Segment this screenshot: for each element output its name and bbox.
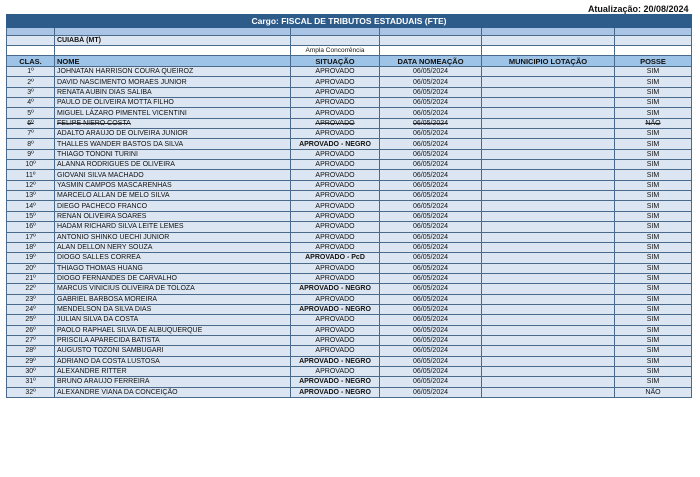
cell-situacao: APROVADO - NEGRO	[291, 356, 380, 366]
cell-municipio-lotacao	[482, 284, 615, 294]
table-row	[7, 191, 692, 201]
cell-situacao: APROVADO	[291, 118, 380, 128]
cell-data-nomeacao: 06/05/2024	[380, 211, 482, 221]
cell-municipio-lotacao	[482, 346, 615, 356]
cell-posse: SIM	[615, 315, 692, 325]
cell-municipio-lotacao	[482, 118, 615, 128]
cell-clas: 8º	[7, 139, 55, 149]
table-row	[7, 315, 692, 325]
cell-nome: ALANNA RODRIGUES DE OLIVEIRA	[55, 160, 291, 170]
table-row	[7, 180, 692, 190]
cell-data-nomeacao: 06/05/2024	[380, 387, 482, 397]
cell-situacao: APROVADO	[291, 263, 380, 273]
col-header-posse: POSSE	[615, 56, 692, 67]
cell-municipio-lotacao	[482, 273, 615, 283]
cell-data-nomeacao: 06/05/2024	[380, 170, 482, 180]
cell-nome: YASMIN CAMPOS MASCARENHAS	[55, 180, 291, 190]
table-row	[7, 160, 692, 170]
table-row	[7, 201, 692, 211]
ampla-concorrencia-label: Ampla Concorrência	[291, 46, 380, 56]
col-header-data-nomeacao: DATA NOMEAÇÃO	[380, 56, 482, 67]
cell-data-nomeacao: 06/05/2024	[380, 160, 482, 170]
cell-clas: 5º	[7, 108, 55, 118]
cell-municipio-lotacao	[482, 304, 615, 314]
cell-data-nomeacao: 06/05/2024	[380, 294, 482, 304]
cell-nome: MARCELO ALLAN DE MELO SILVA	[55, 191, 291, 201]
cell-municipio-lotacao	[482, 335, 615, 345]
cell-clas: 23º	[7, 294, 55, 304]
cell-clas: 24º	[7, 304, 55, 314]
table-row	[7, 222, 692, 232]
cell-posse: SIM	[615, 356, 692, 366]
cell-situacao: APROVADO	[291, 273, 380, 283]
cell-clas: 32º	[7, 387, 55, 397]
cell-posse: SIM	[615, 242, 692, 252]
cell-data-nomeacao: 06/05/2024	[380, 222, 482, 232]
cell-data-nomeacao: 06/05/2024	[380, 118, 482, 128]
col-header-clas: CLAS.	[7, 56, 55, 67]
cell-municipio-lotacao	[482, 160, 615, 170]
cell-clas: 31º	[7, 377, 55, 387]
cell-situacao: APROVADO	[291, 346, 380, 356]
cell-clas: 16º	[7, 222, 55, 232]
cell-municipio-lotacao	[482, 263, 615, 273]
table-row	[7, 129, 692, 139]
cell-posse: SIM	[615, 201, 692, 211]
cell-data-nomeacao: 06/05/2024	[380, 284, 482, 294]
spacer-row	[7, 28, 692, 36]
cell-clas: 30º	[7, 366, 55, 376]
cell-data-nomeacao: 06/05/2024	[380, 98, 482, 108]
cell-situacao: APROVADO	[291, 201, 380, 211]
cell-posse: SIM	[615, 191, 692, 201]
cell-posse: SIM	[615, 232, 692, 242]
table-row	[7, 377, 692, 387]
cell-municipio-lotacao	[482, 180, 615, 190]
cell-municipio-lotacao	[482, 253, 615, 263]
cell-clas: 19º	[7, 253, 55, 263]
cell-nome: HADAM RICHARD SILVA LEITE LEMES	[55, 222, 291, 232]
cell-situacao: APROVADO	[291, 108, 380, 118]
cell-data-nomeacao: 06/05/2024	[380, 315, 482, 325]
table-row	[7, 325, 692, 335]
cell-data-nomeacao: 06/05/2024	[380, 304, 482, 314]
cell-clas: 1º	[7, 67, 55, 77]
cell-nome: RENATA AUBIN DIAS SALIBA	[55, 87, 291, 97]
cell-data-nomeacao: 06/05/2024	[380, 346, 482, 356]
cell-clas: 7º	[7, 129, 55, 139]
cell-nome: PAOLO RAPHAEL SILVA DE ALBUQUERQUE	[55, 325, 291, 335]
cell-clas: 20º	[7, 263, 55, 273]
cell-posse: SIM	[615, 139, 692, 149]
cell-situacao: APROVADO	[291, 191, 380, 201]
cell-nome: THALLES WANDER BASTOS DA SILVA	[55, 139, 291, 149]
cell-nome: ADRIANO DA COSTA LUSTOSA	[55, 356, 291, 366]
cell-nome: ANTONIO SHINKO UECHI JUNIOR	[55, 232, 291, 242]
cell-situacao: APROVADO	[291, 98, 380, 108]
cell-municipio-lotacao	[482, 325, 615, 335]
cell-municipio-lotacao	[482, 87, 615, 97]
cell-municipio-lotacao	[482, 129, 615, 139]
cell-clas: 13º	[7, 191, 55, 201]
cell-clas: 3º	[7, 87, 55, 97]
cell-posse: SIM	[615, 284, 692, 294]
city-row	[7, 36, 692, 46]
cell-clas: 21º	[7, 273, 55, 283]
cell-nome: FELIPE NIERO COSTA	[55, 118, 291, 128]
cell-clas: 27º	[7, 335, 55, 345]
subheader-row	[7, 46, 692, 56]
cell-municipio-lotacao	[482, 294, 615, 304]
cell-data-nomeacao: 06/05/2024	[380, 335, 482, 345]
cell-municipio-lotacao	[482, 170, 615, 180]
cell-situacao: APROVADO	[291, 366, 380, 376]
cell-situacao: APROVADO	[291, 149, 380, 159]
cell-data-nomeacao: 06/05/2024	[380, 242, 482, 252]
table-row	[7, 149, 692, 159]
cell-nome: GABRIEL BARBOSA MOREIRA	[55, 294, 291, 304]
cell-clas: 2º	[7, 77, 55, 87]
cell-posse: SIM	[615, 87, 692, 97]
cell-data-nomeacao: 06/05/2024	[380, 180, 482, 190]
cell-situacao: APROVADO	[291, 325, 380, 335]
table-row	[7, 335, 692, 345]
city-name: CUIABÁ (MT)	[55, 36, 291, 46]
cell-clas: 10º	[7, 160, 55, 170]
cell-data-nomeacao: 06/05/2024	[380, 201, 482, 211]
cell-nome: ALAN DELLON NERY SOUZA	[55, 242, 291, 252]
cell-posse: SIM	[615, 160, 692, 170]
cell-posse: SIM	[615, 67, 692, 77]
cell-posse: SIM	[615, 108, 692, 118]
cell-clas: 18º	[7, 242, 55, 252]
cell-data-nomeacao: 06/05/2024	[380, 273, 482, 283]
table-row	[7, 253, 692, 263]
cell-posse: SIM	[615, 129, 692, 139]
cell-situacao: APROVADO	[291, 211, 380, 221]
update-row	[7, 4, 692, 15]
cell-clas: 29º	[7, 356, 55, 366]
cell-municipio-lotacao	[482, 387, 615, 397]
table-row	[7, 211, 692, 221]
table-row	[7, 304, 692, 314]
cell-posse: SIM	[615, 325, 692, 335]
cell-situacao: APROVADO	[291, 335, 380, 345]
cell-municipio-lotacao	[482, 149, 615, 159]
cell-posse: SIM	[615, 77, 692, 87]
cell-posse: NÃO	[615, 387, 692, 397]
table-row	[7, 284, 692, 294]
col-header-nome: NOME	[55, 56, 291, 67]
cell-posse: SIM	[615, 211, 692, 221]
cell-situacao: APROVADO	[291, 77, 380, 87]
cell-data-nomeacao: 06/05/2024	[380, 129, 482, 139]
table-row	[7, 356, 692, 366]
cell-situacao: APROVADO - PcD	[291, 253, 380, 263]
cell-clas: 4º	[7, 98, 55, 108]
table-row	[7, 118, 692, 128]
cell-data-nomeacao: 06/05/2024	[380, 366, 482, 376]
cell-data-nomeacao: 06/05/2024	[380, 77, 482, 87]
cell-clas: 25º	[7, 315, 55, 325]
table-row	[7, 242, 692, 252]
table-row	[7, 232, 692, 242]
cell-data-nomeacao: 06/05/2024	[380, 87, 482, 97]
cell-posse: SIM	[615, 170, 692, 180]
cell-situacao: APROVADO - NEGRO	[291, 139, 380, 149]
cell-posse: SIM	[615, 149, 692, 159]
results-table	[6, 4, 692, 398]
cell-nome: PRISCILA APARECIDA BATISTA	[55, 335, 291, 345]
cell-posse: SIM	[615, 335, 692, 345]
cell-nome: RENAN OLIVEIRA SOARES	[55, 211, 291, 221]
title-row	[7, 15, 692, 28]
cell-clas: 12º	[7, 180, 55, 190]
cell-municipio-lotacao	[482, 211, 615, 221]
cell-situacao: APROVADO	[291, 180, 380, 190]
cell-situacao: APROVADO	[291, 232, 380, 242]
table-row	[7, 263, 692, 273]
cell-situacao: APROVADO	[291, 222, 380, 232]
table-row	[7, 346, 692, 356]
cell-clas: 6º	[7, 118, 55, 128]
cell-posse: SIM	[615, 222, 692, 232]
cell-municipio-lotacao	[482, 108, 615, 118]
cell-data-nomeacao: 06/05/2024	[380, 108, 482, 118]
cell-posse: SIM	[615, 294, 692, 304]
cell-clas: 15º	[7, 211, 55, 221]
cell-clas: 28º	[7, 346, 55, 356]
cell-data-nomeacao: 06/05/2024	[380, 232, 482, 242]
cell-data-nomeacao: 06/05/2024	[380, 149, 482, 159]
cell-data-nomeacao: 06/05/2024	[380, 253, 482, 263]
table-row	[7, 366, 692, 376]
cell-nome: DIOGO FERNANDES DE CARVALHO	[55, 273, 291, 283]
cell-municipio-lotacao	[482, 191, 615, 201]
table-row	[7, 87, 692, 97]
cell-clas: 26º	[7, 325, 55, 335]
cell-nome: PAULO DE OLIVEIRA MOTTA FILHO	[55, 98, 291, 108]
cell-municipio-lotacao	[482, 356, 615, 366]
table-row	[7, 387, 692, 397]
cell-municipio-lotacao	[482, 242, 615, 252]
cell-nome: THIAGO THOMAS HUANG	[55, 263, 291, 273]
cell-clas: 11º	[7, 170, 55, 180]
cell-nome: MIGUEL LÁZARO PIMENTEL VICENTINI	[55, 108, 291, 118]
cell-nome: MARCUS VINICIUS OLIVEIRA DE TOLOZA	[55, 284, 291, 294]
cell-municipio-lotacao	[482, 67, 615, 77]
cell-nome: AUGUSTO TOZONI SAMBUGARI	[55, 346, 291, 356]
table-row	[7, 98, 692, 108]
cell-clas: 17º	[7, 232, 55, 242]
cell-clas: 9º	[7, 149, 55, 159]
cell-posse: SIM	[615, 263, 692, 273]
cell-situacao: APROVADO	[291, 87, 380, 97]
spreadsheet	[6, 4, 691, 398]
cell-municipio-lotacao	[482, 139, 615, 149]
cell-nome: ALEXANDRE RITTER	[55, 366, 291, 376]
cell-municipio-lotacao	[482, 98, 615, 108]
cell-nome: DAVID NASCIMENTO MORAES JUNIOR	[55, 77, 291, 87]
cell-posse: SIM	[615, 346, 692, 356]
cell-nome: THIAGO TONONI TURINI	[55, 149, 291, 159]
cell-situacao: APROVADO	[291, 294, 380, 304]
cell-situacao: APROVADO	[291, 315, 380, 325]
cell-posse: SIM	[615, 377, 692, 387]
cell-data-nomeacao: 06/05/2024	[380, 377, 482, 387]
cell-municipio-lotacao	[482, 366, 615, 376]
table-row	[7, 273, 692, 283]
cell-situacao: APROVADO	[291, 67, 380, 77]
cell-municipio-lotacao	[482, 77, 615, 87]
cell-municipio-lotacao	[482, 377, 615, 387]
cell-clas: 22º	[7, 284, 55, 294]
cell-data-nomeacao: 06/05/2024	[380, 325, 482, 335]
cell-nome: BRUNO ARAUJO FERREIRA	[55, 377, 291, 387]
col-header-situacao: SITUAÇÃO	[291, 56, 380, 67]
cell-posse: SIM	[615, 273, 692, 283]
cell-data-nomeacao: 06/05/2024	[380, 139, 482, 149]
cell-nome: ADALTO ARAÚJO DE OLIVEIRA JUNIOR	[55, 129, 291, 139]
cell-situacao: APROVADO - NEGRO	[291, 284, 380, 294]
cell-nome: JOHNATAN HARRISON COURA QUEIROZ	[55, 67, 291, 77]
cell-data-nomeacao: 06/05/2024	[380, 67, 482, 77]
cell-nome: MENDELSON DA SILVA DIAS	[55, 304, 291, 314]
cell-posse: SIM	[615, 366, 692, 376]
table-row	[7, 294, 692, 304]
table-row	[7, 77, 692, 87]
cell-situacao: APROVADO	[291, 242, 380, 252]
cell-municipio-lotacao	[482, 315, 615, 325]
cell-nome: ALEXANDRE VIANA DA CONCEIÇÃO	[55, 387, 291, 397]
cell-municipio-lotacao	[482, 232, 615, 242]
table-row	[7, 170, 692, 180]
cell-nome: JULIAN SILVA DA COSTA	[55, 315, 291, 325]
column-header-row	[7, 56, 692, 67]
cell-situacao: APROVADO - NEGRO	[291, 377, 380, 387]
cell-nome: DIOGO SALLES CORREA	[55, 253, 291, 263]
cell-posse: SIM	[615, 253, 692, 263]
cell-nome: GIOVANI SILVA MACHADO	[55, 170, 291, 180]
update-label: Atualização: 20/08/2024	[587, 4, 689, 14]
cell-situacao: APROVADO	[291, 160, 380, 170]
cell-data-nomeacao: 06/05/2024	[380, 356, 482, 366]
table-row	[7, 67, 692, 77]
cell-situacao: APROVADO	[291, 129, 380, 139]
cell-situacao: APROVADO - NEGRO	[291, 304, 380, 314]
cell-posse: SIM	[615, 304, 692, 314]
cell-data-nomeacao: 06/05/2024	[380, 191, 482, 201]
cell-nome: DIEGO PACHECO FRANCO	[55, 201, 291, 211]
cell-municipio-lotacao	[482, 222, 615, 232]
cargo-title: Cargo: FISCAL DE TRIBUTOS ESTADUAIS (FTE)	[7, 15, 692, 28]
cell-situacao: APROVADO - NEGRO	[291, 387, 380, 397]
cell-posse: SIM	[615, 180, 692, 190]
cell-municipio-lotacao	[482, 201, 615, 211]
cell-data-nomeacao: 06/05/2024	[380, 263, 482, 273]
cell-situacao: APROVADO	[291, 170, 380, 180]
col-header-municipio-lotacao: MUNICIPIO LOTAÇÃO	[482, 56, 615, 67]
cell-clas: 14º	[7, 201, 55, 211]
cell-posse: SIM	[615, 98, 692, 108]
cell-posse: NÃO	[615, 118, 692, 128]
table-row	[7, 108, 692, 118]
table-row	[7, 139, 692, 149]
